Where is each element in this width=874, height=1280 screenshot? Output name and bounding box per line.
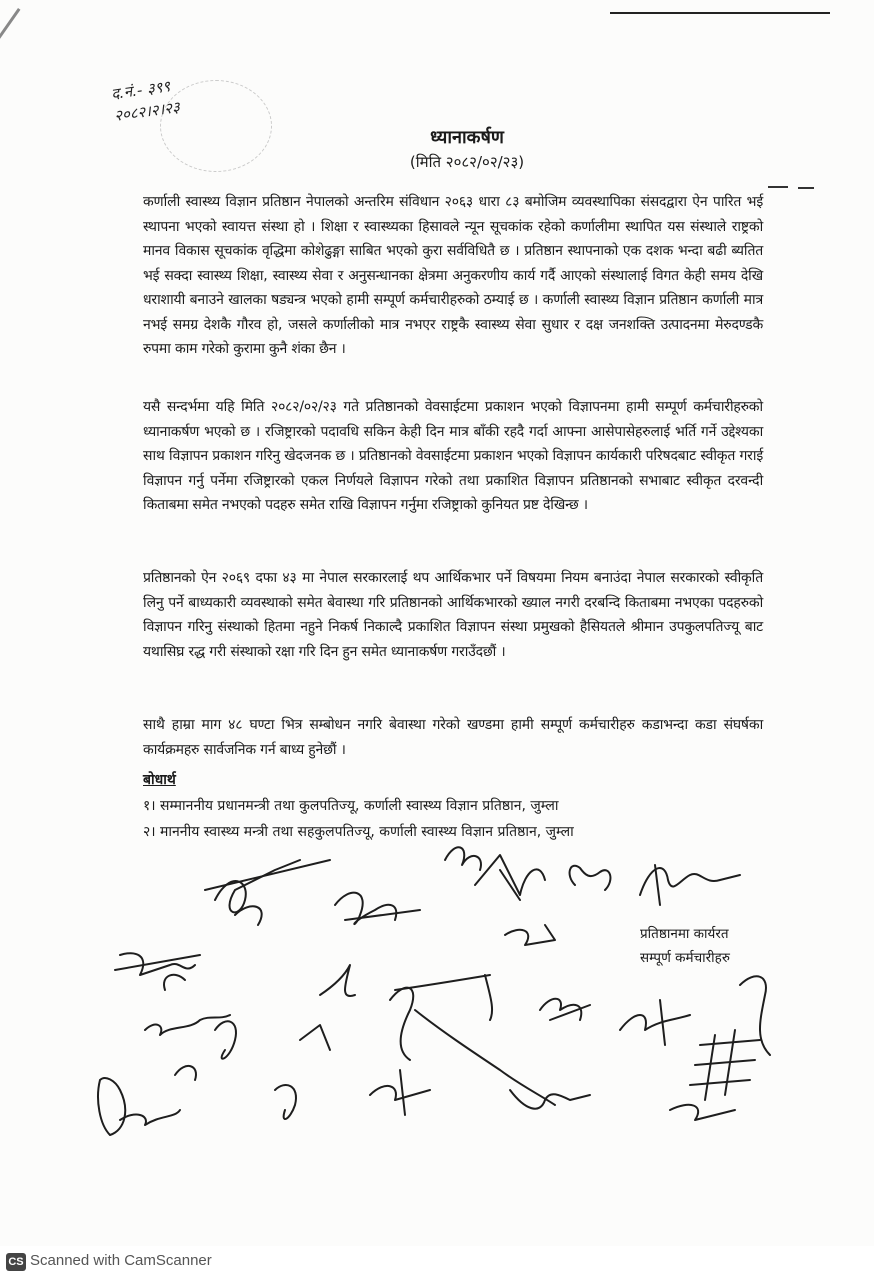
paragraph-1: कर्णाली स्वास्थ्य विज्ञान प्रतिष्ठान नेपालको अन्तरिम संविधान २०६३ धारा ८३ बमोजिम व्यवस्थापिका संसदद्वारा ऐन पारित भई स्थापना भएको स्वायत्त संस्था हो । शिक्षा र स्वास्थ्यका हिसावले न्यून सूचकांक रहेको कर्णालीमा स्थापित यस संस्थाले राष्ट्रको मानव विकास सूचकांक वृद्धिमा कोशेढुङ्गा साबित भएको कुरा सर्वविधितै छ । प्रतिष्ठान स्थापनाको एक दशक भन्दा बढी ब्यतित भई सक्दा स्वास्थ्य शिक्षा, स्वास्थ्य सेवा र अनुसन्धानका क्षेत्रमा अनुकरणीय कार्य गर्दै आएको संस्थालाई विगत केही समय देखि धराशायी बनाउने खालका षड्यन्त्र भएको हामी सम्पूर्ण कर्मचारीहरुको ठम्याई छ । कर्णाली स्वास्थ्य विज्ञान प्रतिष्ठान कर्णाली मात्र नभई समग्र देशकै गौरव हो, जसले कर्णालीको मात्र नभएर राष्ट्रकै स्वास्थ्य सेवा सुधार र दक्ष जनशक्ति उत्पादनमा मेरुदण्डकै रुपमा काम गरेको कुरामा कुनै शंका छैन । [143, 194, 763, 357]
signatories-line-2: सम्पूर्ण कर्मचारीहरु [640, 950, 730, 966]
camscanner-logo-icon: CS [6, 1253, 26, 1271]
paragraph-4: साथै हाम्रा माग ४८ घण्टा भित्र सम्बोधन नगरि बेवास्था गरेको खण्डमा हामी सम्पूर्ण कर्मचारीहरु कडाभन्दा कडा संघर्षका कार्यक्रमहरु सार्वजनिक गर्न बाध्य हुनेछौं । [143, 717, 763, 758]
signatories-line-1: प्रतिष्ठानमा कार्यरत [640, 926, 729, 942]
cc-item: १। सम्माननीय प्रधानमन्त्री तथा कुलपतिज्यू, कर्णाली स्वास्थ्य विज्ञान प्रतिष्ठान, जुम्ला [143, 798, 559, 814]
paragraph-2: यसै सन्दर्भमा यहि मिति २०८२/०२/२३ गते प्रतिष्ठानको वेवसाईटमा प्रकाशन भएको विज्ञापनमा हामी सम्पूर्ण कर्मचारीहरुको ध्यानाकर्षण भएको छ । रजिष्ट्रारको पदावधि सकिन केही दिन मात्र बाँकी रहदै गर्दा आफ्ना आसेपासेहरुलाई भर्ति गर्ने उद्देश्यका साथ विज्ञापन प्रकाशन गरिनु खेदजनक छ । प्रतिष्ठानको वेवसाईटमा प्रकाशन भएको विज्ञापन कार्यकारी परिषदबाट स्वीकृत गराई विज्ञापन गर्नु पर्नेमा रजिष्ट्रारको एकल निर्णयले विज्ञापन गरेको तथा प्रकाशित विज्ञापन प्रतिष्ठानको सभाबाट स्वीकृत दरवन्दी किताबमा समेत नभएको पदहरु समेत राखि विज्ञापन गर्नुमा रजिष्ट्राको कुनियत प्रष्ट देखिन्छ । [143, 399, 763, 513]
document-title: ध्यानाकर्षण [430, 127, 504, 148]
scanner-watermark-text: Scanned with CamScanner [30, 1252, 212, 1269]
cc-item: २। माननीय स्वास्थ्य मन्त्री तथा सहकुलपतिज्यू, कर्णाली स्वास्थ्य विज्ञान प्रतिष्ठान, जुम्ला [143, 824, 574, 840]
paragraph-3: प्रतिष्ठानको ऐन २०६९ दफा ४३ मा नेपाल सरकारलाई थप आर्थिकभार पर्ने विषयमा नियम बनाउंदा नेपाल सरकारको स्वीकृति लिनु पर्ने बाध्यकारी व्यवस्थाको समेत बेवास्था गरि प्रतिष्ठानको आर्थिकभारको ख्याल नगरी दरबन्दि किताबमा नभएका पदहरुको विज्ञापन गरिनु संस्थाको हितमा नहुने निकर्ष निकाल्दै प्रकाशित विज्ञापन संस्था प्रमुखको हैसियतले श्रीमान उपकुलपतिज्यू बाट यथासिघ्र रद्ध गरी संस्थाको रक्षा गरि दिन हुन समेत ध्यानाकर्षण गराउँदछौं । [143, 570, 763, 660]
reference-number-note: द.नं.- ३९९ २०८२।२।२३ [109, 77, 181, 125]
document-date: (मिति २०८२/०२/२३) [409, 153, 525, 171]
cc-heading: बोधार्थ [143, 772, 176, 788]
